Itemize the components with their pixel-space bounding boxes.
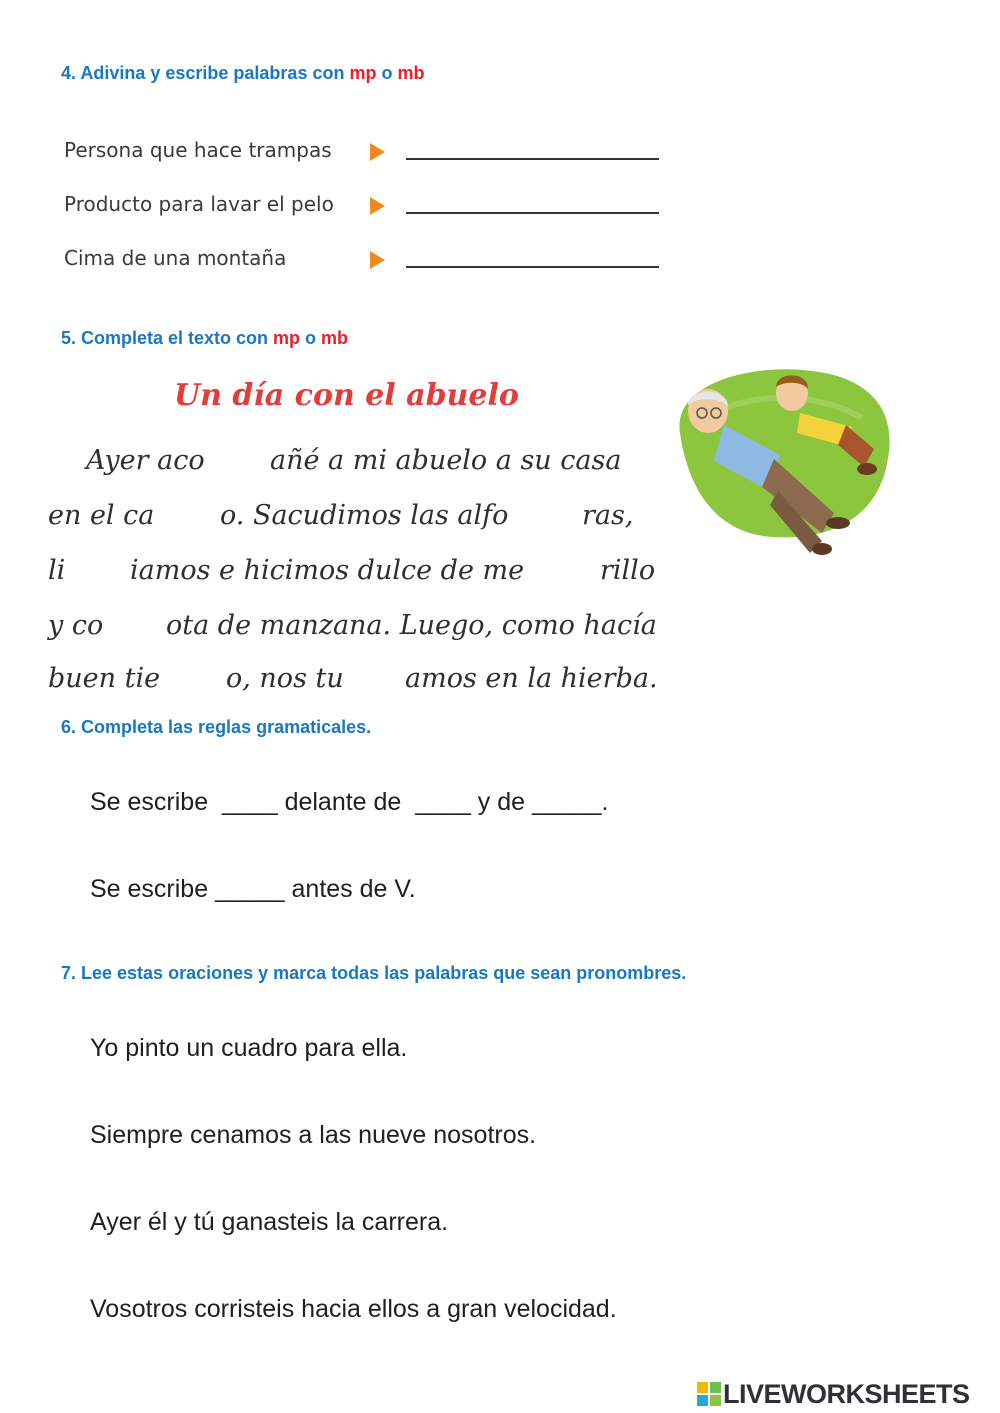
q4-item-label: Persona que hace trampas (64, 138, 332, 162)
story-fragment: amos en la hierba. (405, 663, 658, 694)
arrow-right-icon (370, 143, 385, 161)
story-fragment: iamos e hicimos dulce de me (130, 555, 525, 586)
q4-heading-mb: mb (397, 63, 425, 83)
q4-heading-o: o (376, 63, 398, 83)
q6-heading: 6. Completa las reglas gramaticales. (61, 717, 372, 737)
story-fragment: ras, (582, 500, 634, 531)
q5-heading (61, 328, 348, 349)
q5-heading-text: 5. Completa el texto con (61, 328, 274, 348)
story-fragment: buen tie (48, 663, 161, 694)
grammar-rule: Se escribe ____ delante de ____ y de _____. (90, 788, 609, 816)
q4-heading-mp: mp (349, 63, 377, 83)
q4-item-label: Cima de una montaña (64, 246, 287, 270)
q4-item (64, 246, 664, 276)
q4-heading-text: 4. Adivina y escribe palabras con (61, 63, 350, 83)
arrow-right-icon (370, 197, 385, 215)
q5-heading-o: o (300, 328, 322, 348)
liveworksheets-logo-icon (697, 1382, 721, 1406)
q5-heading-mp: mp (273, 328, 301, 348)
story-fragment: li (48, 555, 66, 586)
liveworksheets-logo-text: LIVEWORKSHEETS (723, 1379, 970, 1409)
arrow-right-icon (370, 251, 385, 269)
grammar-rule: Se escribe _____ antes de V. (90, 875, 416, 903)
story-fragment: en el ca (48, 500, 155, 531)
q4-answer-line[interactable] (406, 158, 659, 160)
pronoun-sentence[interactable]: Yo pinto un cuadro para ella. (90, 1034, 408, 1062)
q4-item (64, 138, 664, 168)
story-fragment: rillo (600, 555, 656, 586)
q4-heading (61, 63, 424, 84)
story-fragment: añé a mi abuelo a su casa (270, 445, 622, 476)
q4-answer-line[interactable] (406, 266, 659, 268)
story-fragment: ota de manzana. Luego, como hacía (166, 610, 657, 641)
q4-answer-line[interactable] (406, 212, 659, 214)
pronoun-sentence[interactable]: Ayer él y tú ganasteis la carrera. (90, 1208, 449, 1236)
grandpa-boy-illustration (662, 363, 894, 559)
q4-item (64, 192, 664, 222)
q7-heading: 7. Lee estas oraciones y marca todas las palabras que sean pronombres. (61, 963, 687, 983)
q4-item-label: Producto para lavar el pelo (64, 192, 334, 216)
story-fragment: Ayer aco (86, 445, 205, 476)
pronoun-sentence[interactable]: Vosotros corristeis hacia ellos a gran velocidad. (90, 1295, 617, 1323)
q5-heading-mb: mb (321, 328, 349, 348)
story-fragment: o. Sacudimos las alfo (220, 500, 509, 531)
story-fragment: o, nos tu (226, 663, 344, 694)
pronoun-sentence[interactable]: Siempre cenamos a las nueve nosotros. (90, 1121, 537, 1149)
liveworksheets-logo (697, 1379, 997, 1409)
story-title: Un día con el abuelo (174, 378, 519, 413)
story-fragment: y co (48, 610, 104, 641)
